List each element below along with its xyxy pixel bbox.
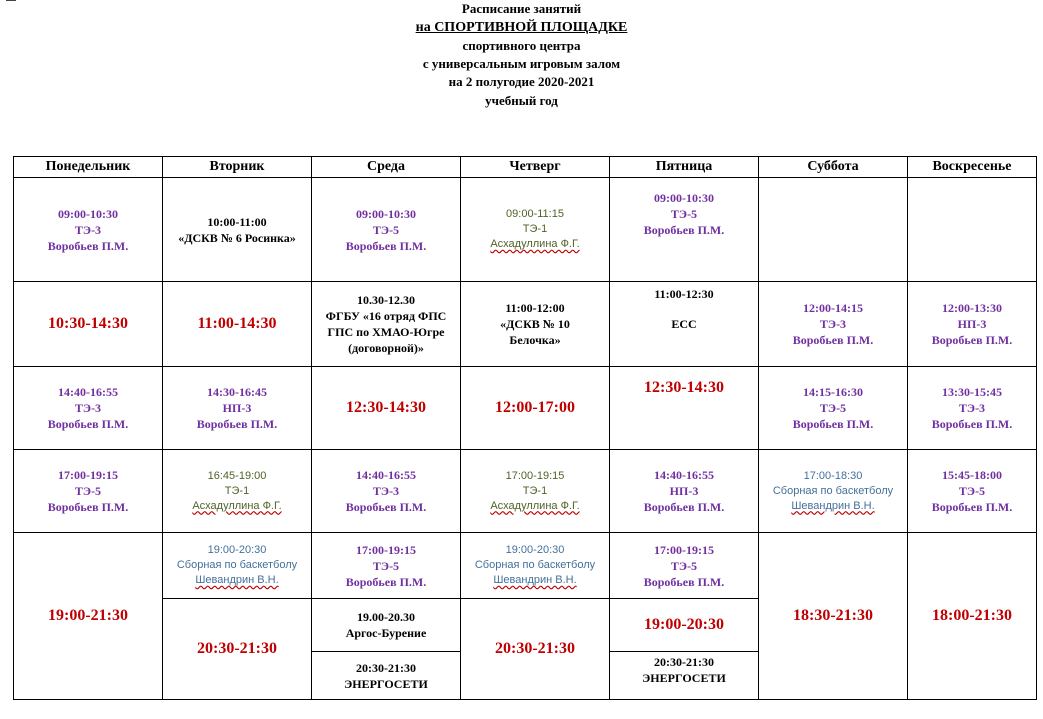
title-line-3: спортивного центра: [462, 38, 581, 53]
slot-fri-4: 14:40-16:55 НП-3 Воробьев П.М.: [610, 450, 759, 533]
slot-wed-6: 19.00-20.30 Аргос-Бурение: [312, 599, 461, 652]
title-line-2: на СПОРТИВНОЙ ПЛОЩАДКЕ: [415, 20, 628, 35]
slot-fri-5: 17:00-19:15 ТЭ-5 Воробьев П.М.: [610, 533, 759, 599]
schedule-table: [13, 156, 1037, 700]
slot-sat-1: [759, 178, 908, 282]
slot-sun-3: 13:30-15:45 ТЭ-3 Воробьев П.М.: [908, 367, 1037, 450]
slot-thu-4: 17:00-19:15 ТЭ-1 Асхадуллина Ф.Г.: [461, 450, 610, 533]
slot-tue-2: 11:00-14:30: [163, 282, 312, 367]
slot-mon-5: 19:00-21:30: [14, 533, 163, 700]
slot-thu-3: 12:00-17:00: [461, 367, 610, 450]
slot-fri-3: 12:30-14:30: [610, 367, 759, 450]
title-line-6: учебный год: [485, 93, 558, 108]
slot-wed-5: 17:00-19:15 ТЭ-5 Воробьев П.М.: [312, 533, 461, 599]
slot-sat-3: 14:15-16:30 ТЭ-5 Воробьев П.М.: [759, 367, 908, 450]
slot-thu-2: 11:00-12:00 «ДСКВ № 10 Белочка»: [461, 282, 610, 367]
slot-sun-5: 18:00-21:30: [908, 533, 1037, 700]
day-header-wednesday: Среда: [312, 157, 461, 178]
title-line-5: на 2 полугодие 2020-2021: [448, 74, 595, 89]
slot-tue-4: 16:45-19:00 ТЭ-1 Асхадуллина Ф.Г.: [163, 450, 312, 533]
slot-sat-5: 18:30-21:30: [759, 533, 908, 700]
slot-sat-2: 12:00-14:15 ТЭ-3 Воробьев П.М.: [759, 282, 908, 367]
slot-thu-5: 19:00-20:30 Сборная по баскетболу Шевандрин В.Н.: [461, 533, 610, 599]
slot-sun-2: 12:00-13:30 НП-3 Воробьев П.М.: [908, 282, 1037, 367]
title-line-4: с универсальным игровым залом: [422, 56, 621, 71]
slot-thu-1: 09:00-11:15 ТЭ-1 Асхадуллина Ф.Г.: [461, 178, 610, 282]
title-line-1: Расписание занятий: [461, 1, 582, 16]
slot-sun-1: [908, 178, 1037, 282]
day-header-thursday: Четверг: [461, 157, 610, 178]
slot-mon-1: 09:00-10:30 ТЭ-3 Воробьев П.М.: [14, 178, 163, 282]
slot-sat-4: 17:00-18:30 Сборная по баскетболу Шевандрин В.Н.: [759, 450, 908, 533]
slot-tue-6: 20:30-21:30: [163, 599, 312, 700]
slot-wed-1: 09:00-10:30 ТЭ-5 Воробьев П.М.: [312, 178, 461, 282]
slot-mon-3: 14:40-16:55 ТЭ-3 Воробьев П.М.: [14, 367, 163, 450]
slot-mon-2: 10:30-14:30: [14, 282, 163, 367]
slot-mon-4: 17:00-19:15 ТЭ-5 Воробьев П.М.: [14, 450, 163, 533]
slot-wed-2: 10.30-12.30 ФГБУ «16 отряд ФПС ГПС по ХМАО-Югре (договорной)»: [312, 282, 461, 367]
slot-thu-6: 20:30-21:30: [461, 599, 610, 700]
slot-wed-4: 14:40-16:55 ТЭ-3 Воробьев П.М.: [312, 450, 461, 533]
day-header-monday: Понедельник: [14, 157, 163, 178]
slot-fri-6: 19:00-20:30: [610, 599, 759, 652]
slot-wed-3: 12:30-14:30: [312, 367, 461, 450]
slot-fri-7: 20:30-21:30 ЭНЕРГОСЕТИ: [610, 652, 759, 700]
slot-tue-1: 10:00-11:00 «ДСКВ № 6 Росинка»: [163, 178, 312, 282]
day-header-friday: Пятница: [610, 157, 759, 178]
day-header-saturday: Суббота: [759, 157, 908, 178]
slot-fri-2: 11:00-12:30 ЕСС: [610, 282, 759, 367]
slot-tue-5: 19:00-20:30 Сборная по баскетболу Шевандрин В.Н.: [163, 533, 312, 599]
day-header-sunday: Воскресенье: [908, 157, 1037, 178]
slot-tue-3: 14:30-16:45 НП-3 Воробьев П.М.: [163, 367, 312, 450]
day-header-tuesday: Вторник: [163, 157, 312, 178]
slot-sun-4: 15:45-18:00 ТЭ-5 Воробьев П.М.: [908, 450, 1037, 533]
slot-wed-7: 20:30-21:30 ЭНЕРГОСЕТИ: [312, 652, 461, 700]
slot-fri-1: 09:00-10:30 ТЭ-5 Воробьев П.М.: [610, 178, 759, 282]
